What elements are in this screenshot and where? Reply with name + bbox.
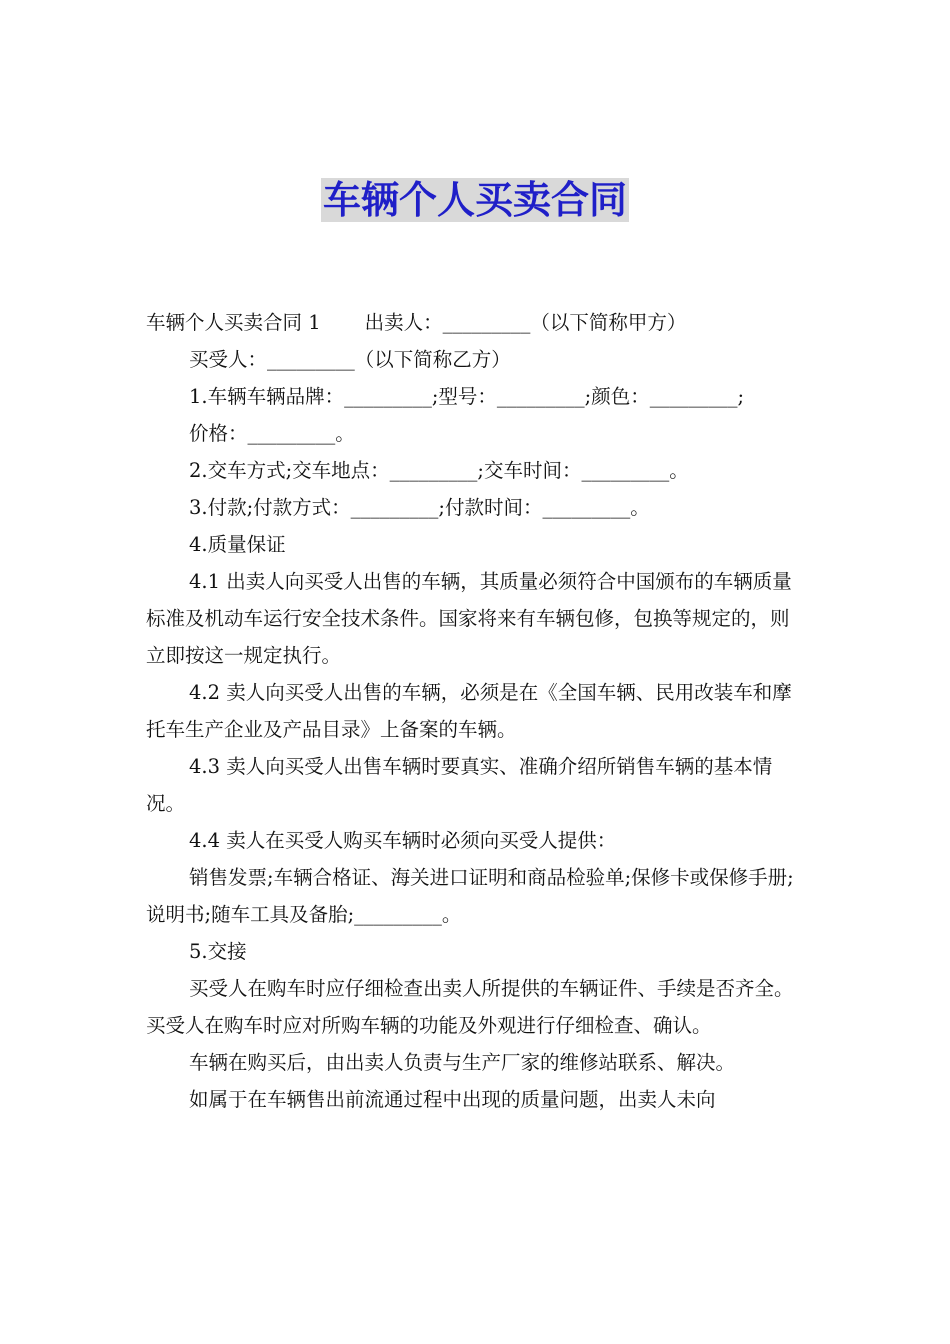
paragraph: 4.3 卖人向买受人出售车辆时要真实、准确介绍所销售车辆的基本情况。 xyxy=(146,755,773,815)
paragraph: 价格：_________。 xyxy=(189,422,355,445)
paragraph-text: 车辆个人买卖合同 1 xyxy=(146,311,321,334)
paragraph: 买受人：_________（以下简称乙方） xyxy=(189,348,511,371)
paragraph: 3.付款;付款方式：_________;付款时间：_________。 xyxy=(189,496,650,519)
document-title-text: 车辆个人买卖合同 xyxy=(322,178,627,222)
document-title xyxy=(0,172,950,228)
paragraph: 4.4 卖人在买受人购买车辆时必须向买受人提供： xyxy=(189,829,617,852)
paragraph: 买受人在购车时应仔细检查出卖人所提供的车辆证件、手续是否齐全。买受人在购车时应对所购车辆的功能及外观进行仔细检查、确认。 xyxy=(146,977,794,1037)
paragraph: 2.交车方式;交车地点：_________;交车时间：_________。 xyxy=(189,459,689,482)
paragraph: 4.1 出卖人向买受人出售的车辆，其质量必须符合中国颁布的车辆质量标准及机动车运行安全技术条件。国家将来有车辆包修，包换等规定的，则立即按这一规定执行。 xyxy=(146,570,792,667)
paragraph: 4.质量保证 xyxy=(189,533,286,556)
paragraph: 4.2 卖人向买受人出售的车辆，必须是在《全国车辆、民用改装车和摩托车生产企业及产品目录》上备案的车辆。 xyxy=(146,681,792,741)
seller-line: 出卖人：_________（以下简称甲方） xyxy=(364,311,687,334)
paragraph: 销售发票;车辆合格证、海关进口证明和商品检验单;保修卡或保修手册;说明书;随车工具及备胎;_________。 xyxy=(146,866,794,926)
paragraph: 车辆在购买后，由出卖人负责与生产厂家的维修站联系、解决。 xyxy=(189,1051,736,1074)
document-body xyxy=(146,304,808,1118)
paragraph: 如属于在车辆售出前流通过程中出现的质量问题，出卖人未向 xyxy=(189,1088,716,1111)
paragraph xyxy=(146,304,808,341)
paragraph: 1.车辆车辆品牌：_________;型号：_________;颜色：_________; xyxy=(189,385,745,408)
paragraph: 5.交接 xyxy=(189,940,247,963)
